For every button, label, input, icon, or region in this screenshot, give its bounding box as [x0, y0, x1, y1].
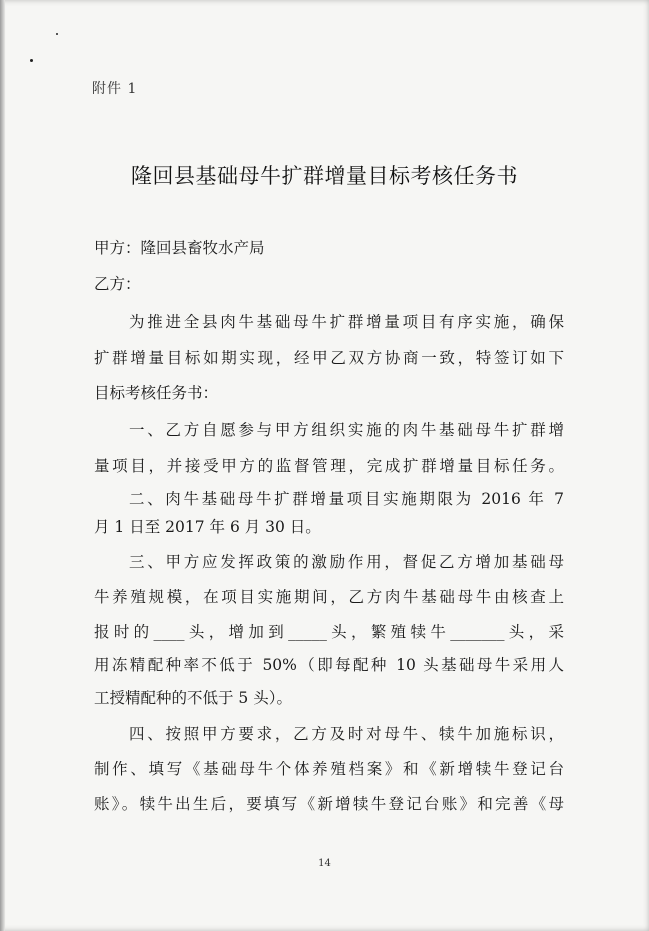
clause-3-line-5: 工授精配种的不低于 5 头）。 [94, 689, 292, 707]
scan-speck [56, 33, 58, 35]
paragraph-intro-line-2: 扩群增量目标如期实现，经甲乙双方协商一致，特签订如下 [94, 349, 564, 367]
clause-4-line-3: 账》。犊牛出生后，要填写《新增犊牛登记台账》和完善《母 [94, 795, 564, 813]
clause-3-line-2: 牛养殖规模，在项目实施期间，乙方肉牛基础母牛由核查上 [94, 588, 564, 606]
clause-1-line-1: 一、乙方自愿参与甲方组织实施的肉牛基础母牛扩群增 [129, 421, 564, 439]
clause-2-line-2: 月 1 日至 2017 年 6 月 30 日。 [94, 518, 321, 536]
attachment-label: 附件 1 [92, 81, 138, 97]
page-edge-shadow [0, 0, 5, 931]
scan-speck [30, 59, 33, 62]
paragraph-intro-line-1: 为推进全县肉牛基础母牛扩群增量项目有序实施，确保 [129, 313, 564, 331]
clause-3-line-3: 报时的____头，增加到_____头，繁殖犊牛_______头，采 [94, 623, 564, 641]
clause-3-line-4: 用冻精配种率不低于 50%（即每配种 10 头基础母牛采用人 [94, 656, 564, 674]
clause-4-line-2: 制作、填写《基础母牛个体养殖档案》和《新增犊牛登记台 [94, 760, 564, 778]
clause-3-line-1: 三、甲方应发挥政策的激励作用，督促乙方增加基础母 [129, 553, 564, 571]
clause-4-line-1: 四、按照甲方要求，乙方及时对母牛、犊牛加施标识， [129, 725, 564, 743]
clause-1-line-2: 量项目，并接受甲方的监督管理，完成扩群增量目标任务。 [94, 457, 564, 475]
document-title: 隆回县基础母牛扩群增量目标考核任务书 [131, 164, 518, 188]
clause-2-line-1: 二、肉牛基础母牛扩群增量项目实施期限为 2016 年 7 [129, 490, 564, 508]
party-a-line: 甲方：隆回县畜牧水产局 [94, 239, 265, 257]
party-b-line: 乙方： [94, 275, 141, 293]
page-number: 14 [318, 858, 331, 869]
paragraph-intro-line-3: 目标考核任务书： [94, 384, 219, 402]
